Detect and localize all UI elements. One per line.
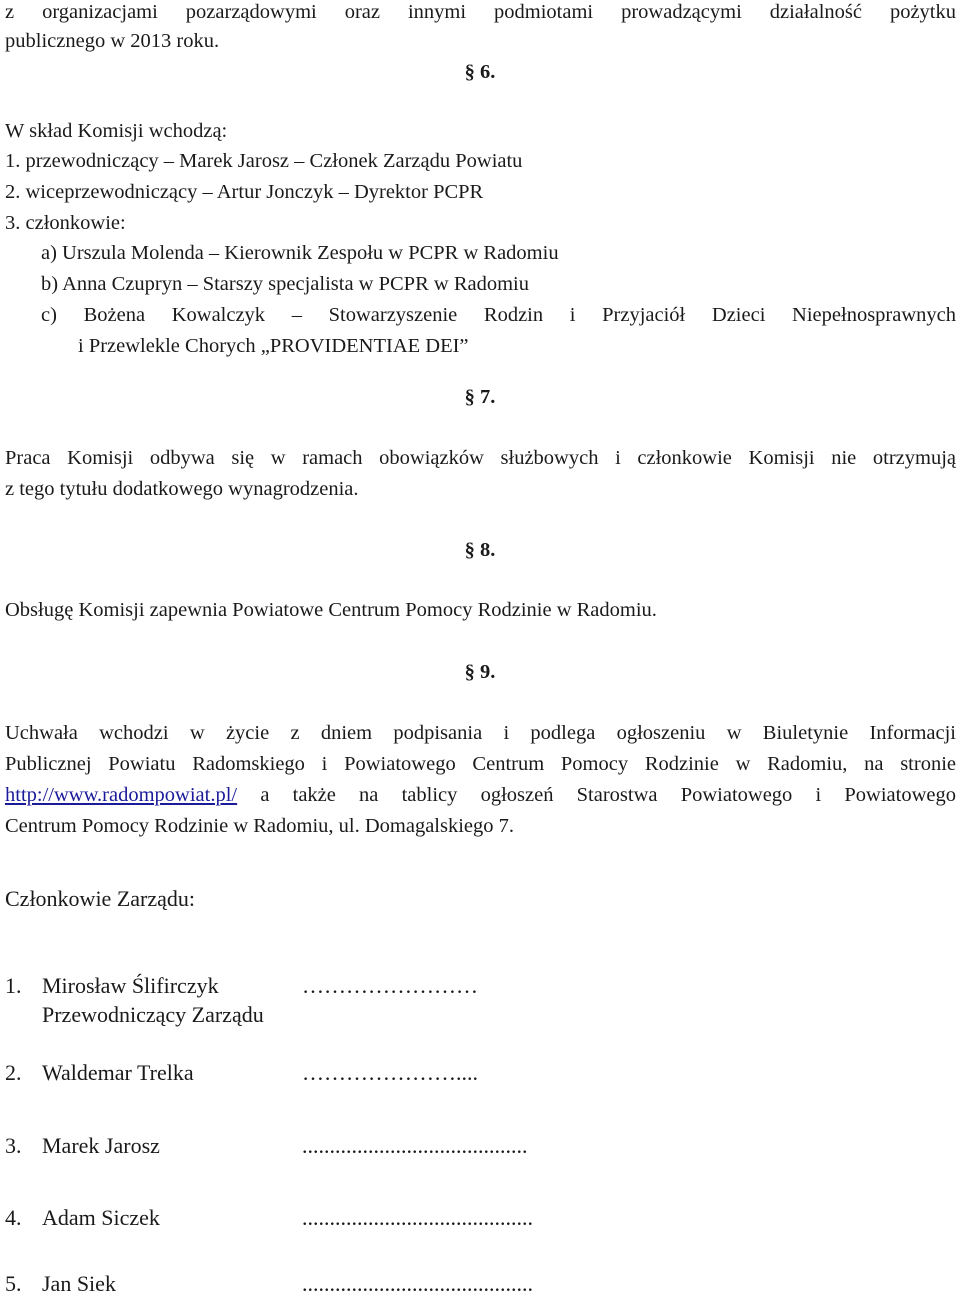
signature-number: 5. [5,1271,22,1296]
list-subitem: b) Anna Czupryn – Starszy specjalista w PCPR w Radomiu [41,273,529,295]
paragraph-text: a także na tablicy ogłoszeń Starostwa Powiatowego i Powiatowego [237,784,956,806]
signature-number: 2. [5,1060,22,1085]
signature-line: .......................................... [302,1205,533,1230]
signature-line: …………………… [302,973,478,998]
paragraph-line: Obsługę Komisji zapewnia Powiatowe Centrum Pomocy Rodzinie w Radomiu. [5,599,657,621]
signature-number: 4. [5,1205,22,1230]
list-subitem-continuation: i Przewlekle Chorych „PROVIDENTIAE DEI” [78,335,469,357]
paragraph-line: Praca Komisji odbywa się w ramach obowiązków służbowych i członkowie Komisji nie otrzymują [5,447,956,469]
section-heading-8: § 8. [464,539,496,561]
paragraph-line: z tego tytułu dodatkowego wynagrodzenia. [5,478,359,500]
signature-number: 3. [5,1133,22,1158]
signature-name: Mirosław Ślifirczyk [42,973,219,998]
list-item: 3. członkowie: [5,212,126,234]
signature-line: ......................................... [302,1133,528,1158]
paragraph-line: Uchwała wchodzi w życie z dniem podpisania i podlega ogłoszeniu w Biuletynie Informacji [5,722,956,744]
signature-number: 1. [5,973,22,998]
paragraph-line [5,783,956,807]
list-item: 2. wiceprzewodniczący – Artur Jonczyk – Dyrektor PCPR [5,181,484,203]
paragraph-line: z organizacjami pozarządowymi oraz innymi podmiotami prowadzącymi działalność pożytku [5,1,956,23]
paragraph-line: Centrum Pomocy Rodzinie w Radomiu, ul. Domagalskiego 7. [5,815,515,837]
list-subitem: a) Urszula Molenda – Kierownik Zespołu w PCPR w Radomiu [41,242,559,264]
list-intro: W skład Komisji wchodzą: [5,120,228,142]
section-heading-7: § 7. [464,386,496,408]
signature-name: Marek Jarosz [42,1133,160,1158]
signature-role: Przewodniczący Zarządu [42,1002,264,1027]
list-subitem: c) Bożena Kowalczyk – Stowarzyszenie Rodzin i Przyjaciół Dzieci Niepełnosprawnych [41,304,956,326]
signature-name: Adam Siczek [42,1205,160,1230]
list-item: 1. przewodniczący – Marek Jarosz – Członek Zarządu Powiatu [5,150,523,172]
paragraph-line: publicznego w 2013 roku. [5,30,220,52]
paragraph-line: Publicznej Powiatu Radomskiego i Powiatowego Centrum Pomocy Rodzinie w Radomiu, na stronie [5,753,956,775]
section-heading-6: § 6. [464,61,496,83]
website-link[interactable]: http://www.radompowiat.pl/ [5,784,238,806]
signature-line: ………………….... [302,1060,478,1085]
signature-name: Waldemar Trelka [42,1060,194,1085]
section-heading-9: § 9. [464,661,496,683]
signature-name: Jan Siek [42,1271,116,1296]
signatures-heading: Członkowie Zarządu: [5,886,195,911]
signature-line: .......................................... [302,1271,533,1296]
